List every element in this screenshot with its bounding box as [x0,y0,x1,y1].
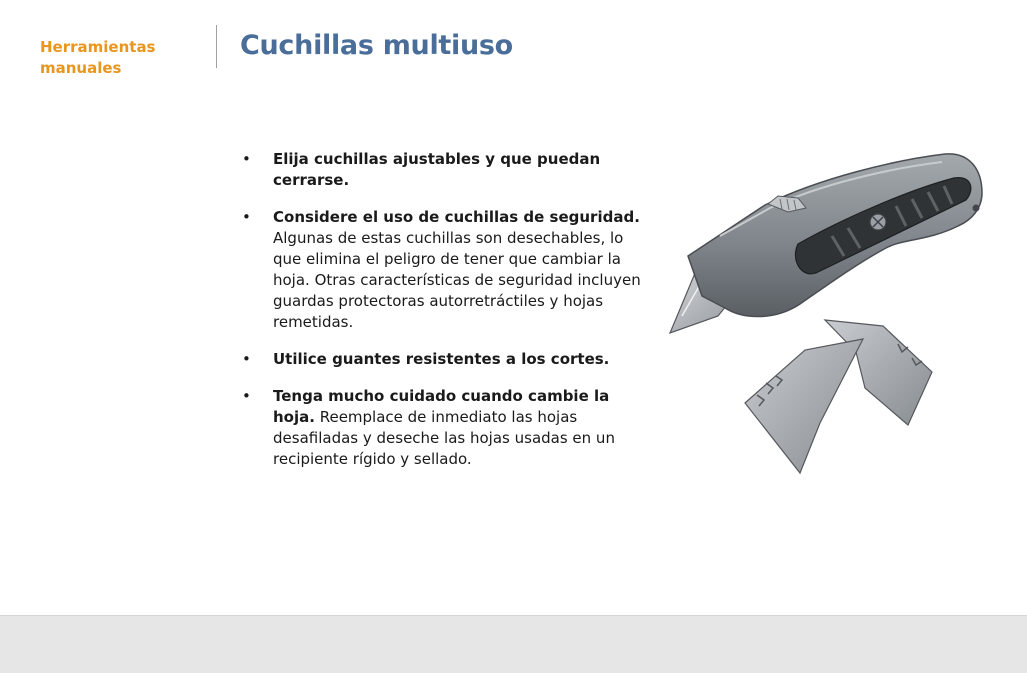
bullet-item-safety-knives [240,207,655,333]
bullet-text: Reemplace de inmediato las hojas desafiladas y deseche las hojas usadas en un recipiente rígido y sellado. [273,408,615,468]
spare-blade [745,339,863,473]
bullet-dot: • [242,150,251,168]
bullet-list [240,149,655,486]
bullet-strong-text: Elija cuchillas ajustables y que puedan cerrarse. [273,150,601,189]
header-divider [216,25,217,68]
footer-band [0,615,1027,673]
utility-knife-image [660,148,990,478]
bullet-strong-text: Tenga mucho cuidado cuando cambie la hoja. [273,387,610,426]
bullet-item-adjustable [240,149,655,191]
section-label: Herramientas manuales [40,38,156,77]
bullet-strong-text: Considere el uso de cuchillas de seguridad. [273,208,640,226]
bullet-strong-text: Utilice guantes resistentes a los cortes. [273,350,610,368]
bullet-text: Algunas de estas cuchillas son desechables, lo que elimina el peligro de tener que cambiar la hoja. Otras características de seguridad incluyen guardas protectoras autorretráctiles y hojas remetidas. [273,229,641,331]
bullet-item-gloves [240,349,655,370]
knife-body [688,154,982,317]
bullet-dot: • [242,350,251,368]
bullet-dot: • [242,208,251,226]
bullet-dot: • [242,387,251,405]
page-title: Cuchillas multiuso [240,30,513,61]
bullet-item-blade-change [240,386,655,470]
